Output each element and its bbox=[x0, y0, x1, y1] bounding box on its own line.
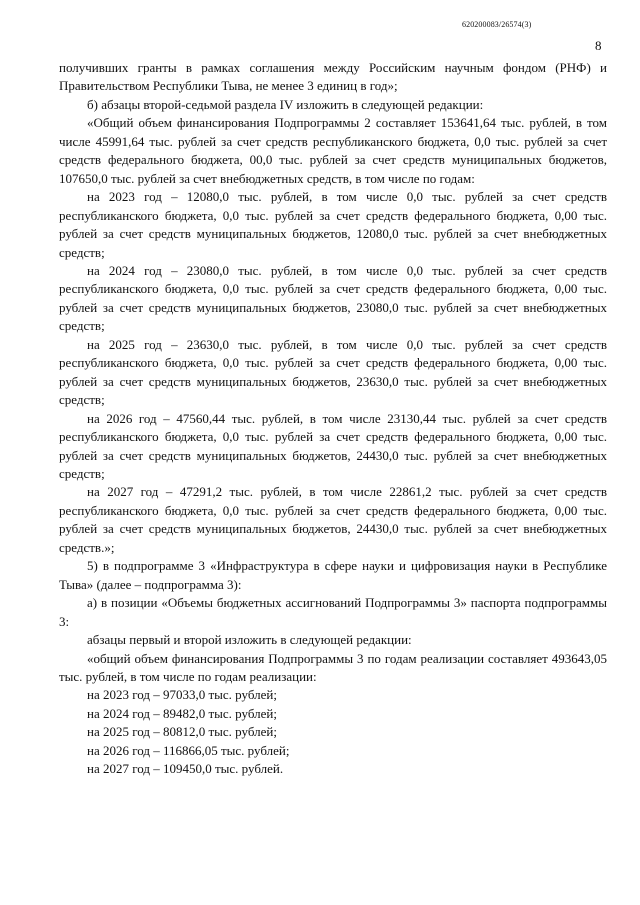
page-number: 8 bbox=[595, 38, 602, 53]
paragraph: «общий объем финансирования Подпрограммы 3 по годам реализации составляет 493643,05 тыс. рублей, в том числе по годам реализации: bbox=[59, 650, 607, 684]
paragraph: «Общий объем финансирования Подпрограммы 2 составляет 153641,64 тыс. рублей, в том числе 45991,64 тыс. рублей за счет средств республиканского бюджета, 0,0 тыс. рублей за счет средств федерального бюджета, 00,0 тыс. рублей за счет средств муниципальных бюджетов, 107650,0 тыс. рублей за счет внебюджетных средств, в том числе по годам: bbox=[59, 115, 607, 186]
paragraph: на 2023 год – 97033,0 тыс. рублей; bbox=[87, 687, 277, 703]
paragraph: на 2023 год – 12080,0 тыс. рублей, в том числе 0,0 тыс. рублей за счет средств республиканского бюджета, 0,0 тыс. рублей за счет средств федерального бюджета, 0,00 тыс. рублей за счет средств муниципальных бюджетов, 12080,0 тыс. рублей за счет внебюджетных средств; bbox=[59, 189, 607, 260]
paragraph: на 2025 год – 80812,0 тыс. рублей; bbox=[87, 724, 277, 740]
paragraph: на 2024 год – 23080,0 тыс. рублей, в том числе 0,0 тыс. рублей за счет средств республиканского бюджета, 0,0 тыс. рублей за счет средств федерального бюджета, 0,00 тыс. рублей за счет средств муниципальных бюджетов, 23080,0 тыс. рублей за счет внебюджетных средств; bbox=[59, 262, 607, 334]
paragraph: а) в позиции «Объемы бюджетных ассигнований Подпрограммы 3» паспорта подпрограммы 3: bbox=[59, 595, 607, 629]
paragraph: на 2027 год – 47291,2 тыс. рублей, в том числе 22861,2 тыс. рублей за счет средств республиканского бюджета, 0,0 тыс. рублей за счет средств федерального бюджета, 0,00 тыс. рублей за счет средств муниципальных бюджетов, 24430,0 тыс. рублей за счет внебюджетных средств.»; bbox=[59, 484, 607, 555]
paragraph: абзацы первый и второй изложить в следующей редакции: bbox=[87, 632, 412, 648]
paragraph: получивших гранты в рамках соглашения между Российским научным фондом (РНФ) и Правительством Республики Тыва, не менее 3 единиц в год»; bbox=[59, 60, 607, 94]
paragraph: на 2027 год – 109450,0 тыс. рублей. bbox=[87, 761, 284, 777]
paragraph: б) абзацы второй-седьмой раздела IV изложить в следующей редакции: bbox=[87, 96, 484, 112]
document-code: 620200083/26574(3) bbox=[462, 20, 532, 29]
paragraph: на 2026 год – 116866,05 тыс. рублей; bbox=[87, 742, 290, 758]
paragraph: 5) в подпрограмме 3 «Инфраструктура в сфере науки и цифровизация науки в Республике Тыва» (далее – подпрограмма 3): bbox=[59, 558, 607, 592]
paragraph: на 2026 год – 47560,44 тыс. рублей, в том числе 23130,44 тыс. рублей за счет средств республиканского бюджета, 0,0 тыс. рублей за счет средств федерального бюджета, 0,00 тыс. рублей за счет средств муниципальных бюджетов, 24430,0 тыс. рублей за счет внебюджетных средств; bbox=[59, 410, 607, 481]
paragraph: на 2025 год – 23630,0 тыс. рублей, в том числе 0,0 тыс. рублей за счет средств республиканского бюджета, 0,0 тыс. рублей за счет средств федерального бюджета, 0,00 тыс. рублей за счет средств муниципальных бюджетов, 23630,0 тыс. рублей за счет внебюджетных средств; bbox=[59, 336, 607, 408]
paragraph: на 2024 год – 89482,0 тыс. рублей; bbox=[87, 705, 277, 721]
document-body bbox=[59, 59, 607, 779]
